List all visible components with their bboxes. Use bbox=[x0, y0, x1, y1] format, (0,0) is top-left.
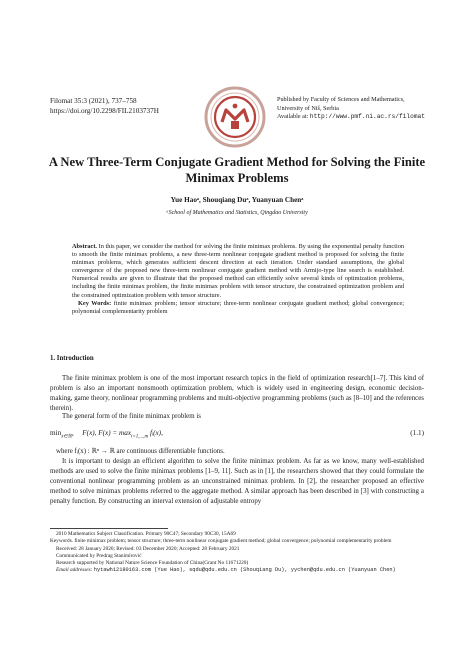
where-clause: where fᵢ(x) : ℝⁿ → ℝ are continuous differentiable functions. bbox=[56, 448, 225, 455]
available-label: Available at: bbox=[277, 113, 309, 121]
title-line-1: A New Three-Term Conjugate Gradient Method for Solving the Finite bbox=[48, 155, 426, 169]
title-line-2: Minimax Problems bbox=[185, 170, 289, 185]
equation-number: (1.1) bbox=[410, 429, 424, 437]
eq-max-subscript: i=1,...,m bbox=[131, 434, 149, 440]
footnote-divider bbox=[50, 528, 168, 529]
footnote-msc: 2010 Mathematics Subject Classification. Primary 90C47; Secondary 90C30, 15A69 bbox=[56, 531, 236, 537]
author-list: Yue Haoᵃ, Shouqiang Duᵃ, Yuanyuan Chenᵃ bbox=[170, 196, 304, 204]
footnote-communicated: Communicated by Predrag Stanimirović bbox=[56, 552, 142, 559]
paper-title bbox=[40, 155, 434, 186]
abstract-label: Abstract. bbox=[72, 243, 98, 250]
footnotes bbox=[50, 531, 430, 575]
footnote-funding: Research supported by National Nature Science Foundation of China(Grant No 11671220) bbox=[56, 560, 249, 567]
publisher-location: University of Niš, Serbia bbox=[277, 104, 339, 112]
journal-url-link[interactable]: http://www.pmf.ni.ac.rs/filomat bbox=[309, 113, 425, 121]
intro-paragraph-3: It is important to design an efficient algorithm to solve the finite minimax problem. As far as we know, many well-established methods are used to solve the finite minimax problems [1–9, 11]. Such as in [1], the researchers showed that they could formulate the conventional nonlinear programming problem as an unconstrained minimax problem. In [2], the researcher proposed an effective method to solve minimax problems referred to the aggregate method. A similar approach has been described in [3] with constructing a penalty function. By constructing an interval extension of adjustable entropy bbox=[50, 458, 424, 505]
keywords-label: Key Words: bbox=[78, 299, 112, 307]
doi-link[interactable]: https://doi.org/10.2298/FIL2103737H bbox=[50, 107, 159, 115]
email-addresses[interactable]: hytawh12180163.com (Yue Hao), sqdu@qdu.edu.cn (Shouqiang Du), yychen@qdu.edu.cn (Yuanyuan Chen) bbox=[93, 567, 396, 574]
footnote-received: Received: 28 January 2020; Revised: 03 December 2020; Accepted: 28 February 2021 bbox=[56, 545, 240, 552]
journal-citation: Filomat 35:3 (2021), 737–758 bbox=[50, 97, 137, 105]
eq-body: F(x), F(x) = max bbox=[82, 429, 132, 437]
journal-header bbox=[50, 96, 159, 116]
abstract bbox=[72, 243, 404, 316]
footnote-keywords: Keywords. finite minimax problem; tensor structure; three-term nonlinear conjugate gradient method; global convergence; polynomial complementarity problem bbox=[50, 538, 392, 545]
section-heading: 1. Introduction bbox=[50, 355, 94, 362]
keywords-text: finite minimax problem; tensor structure; three-term nonlinear conjugate gradient method; global convergence; polynomial complementarity problem bbox=[72, 299, 405, 315]
availability-line bbox=[277, 113, 425, 122]
university-seal-logo bbox=[204, 86, 266, 148]
publisher-info bbox=[277, 96, 425, 122]
eq-min-subscript: x∈ℝⁿ bbox=[61, 434, 74, 440]
intro-paragraph-2: The general form of the finite minimax problem is bbox=[62, 413, 201, 420]
equation-1-1 bbox=[50, 429, 424, 439]
affiliation: ᵃSchool of Mathematics and Statistics, Qingdao University bbox=[166, 210, 308, 216]
publisher-line: Published by Faculty of Sciences and Mathematics, bbox=[277, 96, 405, 103]
footnote-emails bbox=[50, 567, 430, 574]
eq-min: min bbox=[50, 429, 62, 437]
eq-rhs: fᵢ(x), bbox=[149, 429, 163, 437]
intro-paragraph-1: The finite minimax problem is one of the most important research topics in the field of optimization research[1–7]. This kind of problem is also an important nonsmooth optimization problem, which is widely used in engineering design, economic decision-making, game theory, nonlinear programming problems and multi-objective programming problems (such as [8–10] and the references therein). bbox=[50, 375, 424, 412]
abstract-text: In this paper, we consider the method for solving the finite minimax problems. By using the exponential penalty function to smooth the finite minimax problems, a new three-term nonlinear conjugate gradient method is proposed for solving the finite minimax problems, which generates sufficient descent direction at each iteration. Under standard assumptions, the global convergence of the proposed new three-term nonlinear conjugate gradient method with Armijo-type line search is established. Numerical results are given to illustrate that the proposed method can efficiently solve several kinds of optimization problems, including the finite minimax problem, the finite minimax problem with tensor structure, the constrained optimization problem and the constrained optimization problem with tensor structure. bbox=[72, 243, 404, 299]
email-label: Email addresses: bbox=[56, 567, 93, 574]
